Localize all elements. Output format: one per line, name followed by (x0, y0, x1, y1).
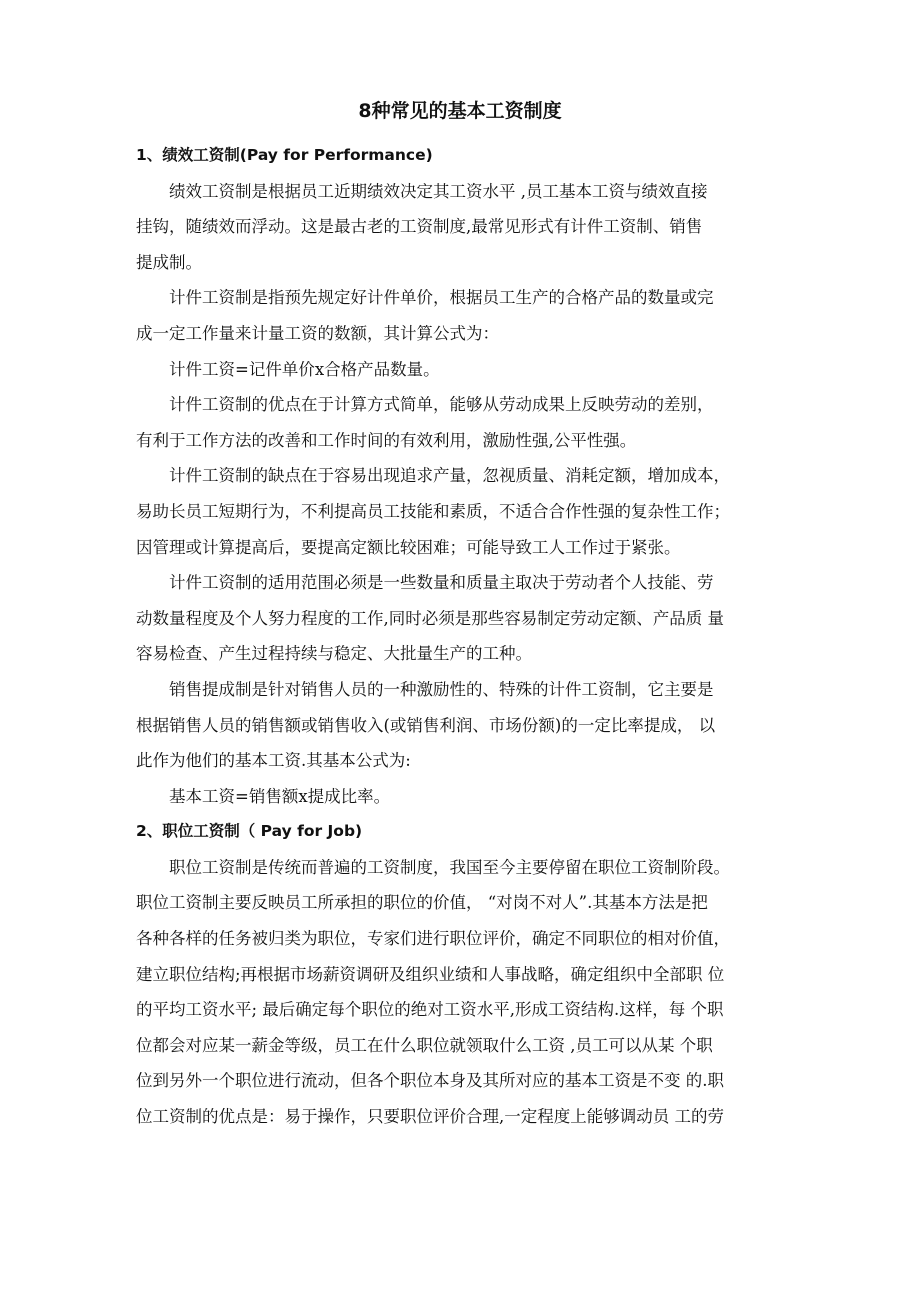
paragraph-line: 有利于工作方法的改善和工作时间的有效利用，激励性强,公平性强。 (136, 430, 637, 450)
paragraph-line: 绩效工资制是根据员工近期绩效决定其工资水平 ,员工基本工资与绩效直接 (169, 181, 708, 201)
paragraph-line: 根据销售人员的销售额或销售收入(或销售利润、市场份额)的一定比率提成， 以 (136, 715, 716, 735)
paragraph-line: 计件工资制是指预先规定好计件单价，根据员工生产的合格产品的数量或完 (169, 288, 714, 308)
section-heading: 2、职位工资制（ Pay for Job) (136, 822, 363, 841)
paragraph-line: 位都会对应某一薪金等级，员工在什么职位就领取什么工资 ,员工可以从某 个职 (136, 1035, 713, 1055)
paragraph-line: 位工资制的优点是：易于操作，只要职位评价合理,一定程度上能够调动员 工的劳 (136, 1107, 724, 1127)
paragraph-line: 提成制。 (136, 252, 202, 272)
paragraph-line: 计件工资制的缺点在于容易出现追求产量，忽视质量、消耗定额，增加成本， (169, 466, 730, 486)
paragraph-line: 动数量程度及个人努力程度的工作,同时必须是那些容易制定劳动定额、产品质 量 (136, 608, 724, 628)
paragraph-line: 容易检查、产生过程持续与稳定、大批量生产的工种。 (136, 644, 532, 664)
paragraph-line: 计件工资制的适用范围必须是一些数量和质量主取决于劳动者个人技能、劳 (169, 573, 714, 593)
paragraph-line: 挂钩，随绩效而浮动。这是最古老的工资制度,最常见形式有计件工资制、销售 (136, 217, 703, 237)
paragraph-line: 建立职位结构;再根据市场薪资调研及组织业绩和人事战略，确定组织中全部职 位 (136, 964, 725, 984)
paragraph-line: 因管理或计算提高后，要提高定额比较困难；可能导致工人工作过于紧张。 (136, 537, 681, 557)
paragraph-line: 易助长员工短期行为，不利提高员工技能和素质，不适合合作性强的复杂性工作； (136, 501, 730, 521)
paragraph-line: 此作为他们的基本工资.其基本公式为: (136, 751, 411, 771)
paragraph-line: 职位工资制是传统而普遍的工资制度，我国至今主要停留在职位工资制阶段。 (169, 857, 730, 877)
paragraph-line: 位到另外一个职位进行流动，但各个职位本身及其所对应的基本工资是不变 的.职 (136, 1071, 724, 1091)
paragraph-line: 各种各样的任务被归类为职位，专家们进行职位评价，确定不同职位的相对价值， (136, 929, 730, 949)
document-title: 8种常见的基本工资制度 (358, 100, 562, 122)
paragraph-line: 成一定工作量来计量工资的数额，其计算公式为： (136, 323, 499, 343)
document-body (136, 138, 796, 1135)
paragraph-line: 计件工资=记件单价x合格产品数量。 (169, 359, 440, 379)
paragraph-line: 销售提成制是针对销售人员的一种激励性的、特殊的计件工资制，它主要是 (169, 679, 714, 699)
paragraph-line: 职位工资制主要反映员工所承担的职位的价值， “对岗不对人”.其基本方法是把 (136, 893, 708, 913)
section-heading: 1、绩效工资制(Pay for Performance) (136, 146, 433, 164)
paragraph-line: 基本工资=销售额x提成比率。 (169, 786, 391, 806)
paragraph-line: 的平均工资水平; 最后确定每个职位的绝对工资水平,形成工资结构.这样，每 个职 (136, 1000, 724, 1020)
paragraph-line: 计件工资制的优点在于计算方式简单，能够从劳动成果上反映劳动的差别， (169, 395, 714, 415)
